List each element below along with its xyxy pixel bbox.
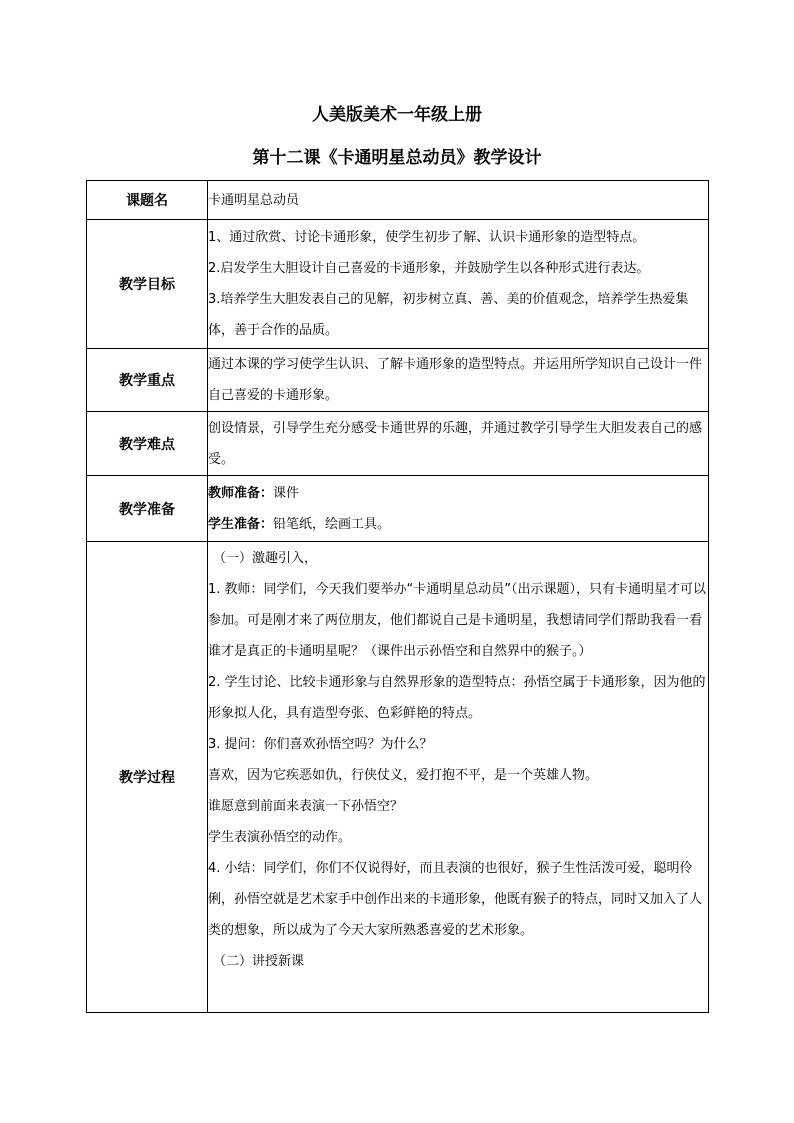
label-preparation: 教学准备 xyxy=(87,476,208,542)
table-row-topic xyxy=(87,181,709,220)
table-row-process xyxy=(87,542,709,1013)
label-key-points: 教学重点 xyxy=(87,349,208,412)
teacher-preparation-label: 教师准备： xyxy=(208,485,274,501)
student-preparation-label: 学生准备： xyxy=(208,516,274,532)
process-paragraph: （二）讲授新课 xyxy=(213,954,305,969)
label-topic: 课题名 xyxy=(87,181,208,220)
goal-item: 3.培养学生大胆发表自己的见解，初步树立真、善、美的价值观念，培养学生热爱集体，善于合作的品质。 xyxy=(208,292,689,338)
value-goals xyxy=(208,220,709,349)
label-goals: 教学目标 xyxy=(87,220,208,349)
process-paragraph: （一）激趣引入， xyxy=(213,551,318,566)
goal-item: 1、通过欣赏、讨论卡通形象，使学生初步了解、认识卡通形象的造型特点。 xyxy=(208,230,646,245)
value-difficulties: 创设情景，引导学生充分感受卡通世界的乐趣，并通过教学引导学生大胆发表自己的感受。 xyxy=(208,412,709,476)
teacher-preparation xyxy=(208,478,708,509)
document-title-line1: 人美版美术一年级上册 xyxy=(312,105,482,125)
value-key-points: 通过本课的学习使学生认识、了解卡通形象的造型特点。并运用所学知识自己设计一件自己喜爱的卡通形象。 xyxy=(208,349,709,412)
student-preparation-value: 铅笔纸，绘画工具。 xyxy=(273,516,391,532)
process-paragraph: 3. 提问：你们喜欢孙悟空吗？为什么？ xyxy=(208,737,433,752)
label-difficulties: 教学难点 xyxy=(87,412,208,476)
table-row-goals xyxy=(87,220,709,349)
process-paragraph: 喜欢，因为它疾恶如仇，行侠仗义，爱打抱不平，是一个英雄人物。 xyxy=(208,768,599,783)
value-preparation xyxy=(208,476,709,542)
process-paragraph: 1. 教师：同学们，今天我们要举办“卡通明星总动员”（出示课题），只有卡通明星才可以参加。可是刚才来了两位朋友，他们都说自己是卡通明星，我想请同学们帮助我看一看谁才是真正的卡通明星呢？（课件出示孙悟空和自然界中的猴子。） xyxy=(208,582,707,659)
table-row-preparation xyxy=(87,476,709,542)
process-paragraph: 2. 学生讨论、比较卡通形象与自然界形象的造型特点：孙悟空属于卡通形象，因为他的形象拟人化，具有造型夸张、色彩鲜艳的特点。 xyxy=(208,675,706,721)
lesson-plan-table xyxy=(86,180,709,1013)
student-preparation xyxy=(208,509,708,540)
process-paragraph: 4. 小结：同学们，你们不仅说得好，而且表演的也很好，猴子生性活泼可爱，聪明伶俐，孙悟空就是艺术家手中创作出来的卡通形象，他既有猴子的特点，同时又加入了人类的想象，所以成为了今天大家所熟悉喜爱的艺术形象。 xyxy=(208,861,703,938)
label-process: 教学过程 xyxy=(87,542,208,1013)
process-paragraph: 学生表演孙悟空的动作。 xyxy=(208,830,352,845)
goal-item: 2.启发学生大胆设计自己喜爱的卡通形象，并鼓励学生以各种形式进行表达。 xyxy=(208,261,650,276)
teacher-preparation-value: 课件 xyxy=(273,485,300,501)
process-paragraph: 谁愿意到前面来表演一下孙悟空？ xyxy=(208,799,404,814)
table-row-difficulties xyxy=(87,412,709,476)
table-row-key-points xyxy=(87,349,709,412)
value-process xyxy=(208,542,709,1013)
document-title-line2: 第十二课《卡通明星总动员》教学设计 xyxy=(252,148,542,168)
value-topic: 卡通明星总动员 xyxy=(208,181,709,220)
